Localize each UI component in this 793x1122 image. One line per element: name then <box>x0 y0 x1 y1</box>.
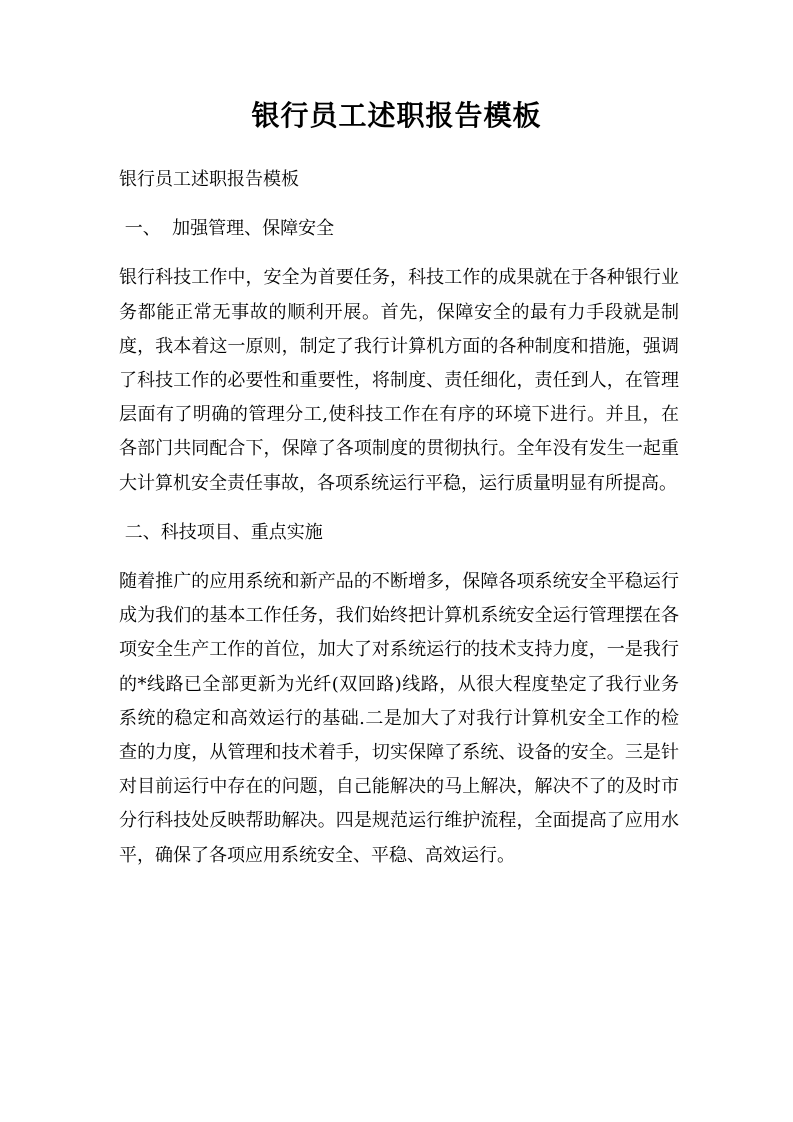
section-heading-1: 一、 加强管理、保障安全 <box>119 218 335 240</box>
section-paragraph-2: 随着推广的应用系统和新产品的不断增多，保障各项系统安全平稳运行成为我们的基本工作任务，我们始终把计算机系统安全运行管理摆在各项安全生产工作的首位，加大了对系统运行的技术支持力度，一是我行的*线路已全部更新为光纤(双回路)线路，从很大程度垫定了我行业务系统的稳定和高效运行的基础.二是加大了对我行计算机安全工作的检查的力度，从管理和技术着手，切实保障了系统、设备的安全。三是针对目前运行中存在的问题，自己能解决的马上解决，解决不了的及时市分行科技处反映帮助解决。四是规范运行维护流程，全面提高了应用水平，确保了各项应用系统安全、平稳、高效运行。 <box>119 571 679 866</box>
section-heading-2: 二、科技项目、重点实施 <box>119 521 323 543</box>
document-body <box>119 163 679 888</box>
section-paragraph-1: 银行科技工作中，安全为首要任务，科技工作的成果就在于各种银行业务都能正常无事故的顺利开展。首先，保障安全的最有力手段就是制度，我本着这一原则，制定了我行计算机方面的各种制度和措施，强调了科技工作的必要性和重要性，将制度、责任细化，责任到人，在管理层面有了明确的管理分工,使科技工作在有序的环境下进行。并且，在各部门共同配合下，保障了各项制度的贯彻执行。全年没有发生一起重大计算机安全责任事故，各项系统运行平稳，运行质量明显有所提高。 <box>119 267 679 494</box>
document-subtitle: 银行员工述职报告模板 <box>119 169 299 190</box>
document-title: 银行员工述职报告模板 <box>251 99 542 132</box>
